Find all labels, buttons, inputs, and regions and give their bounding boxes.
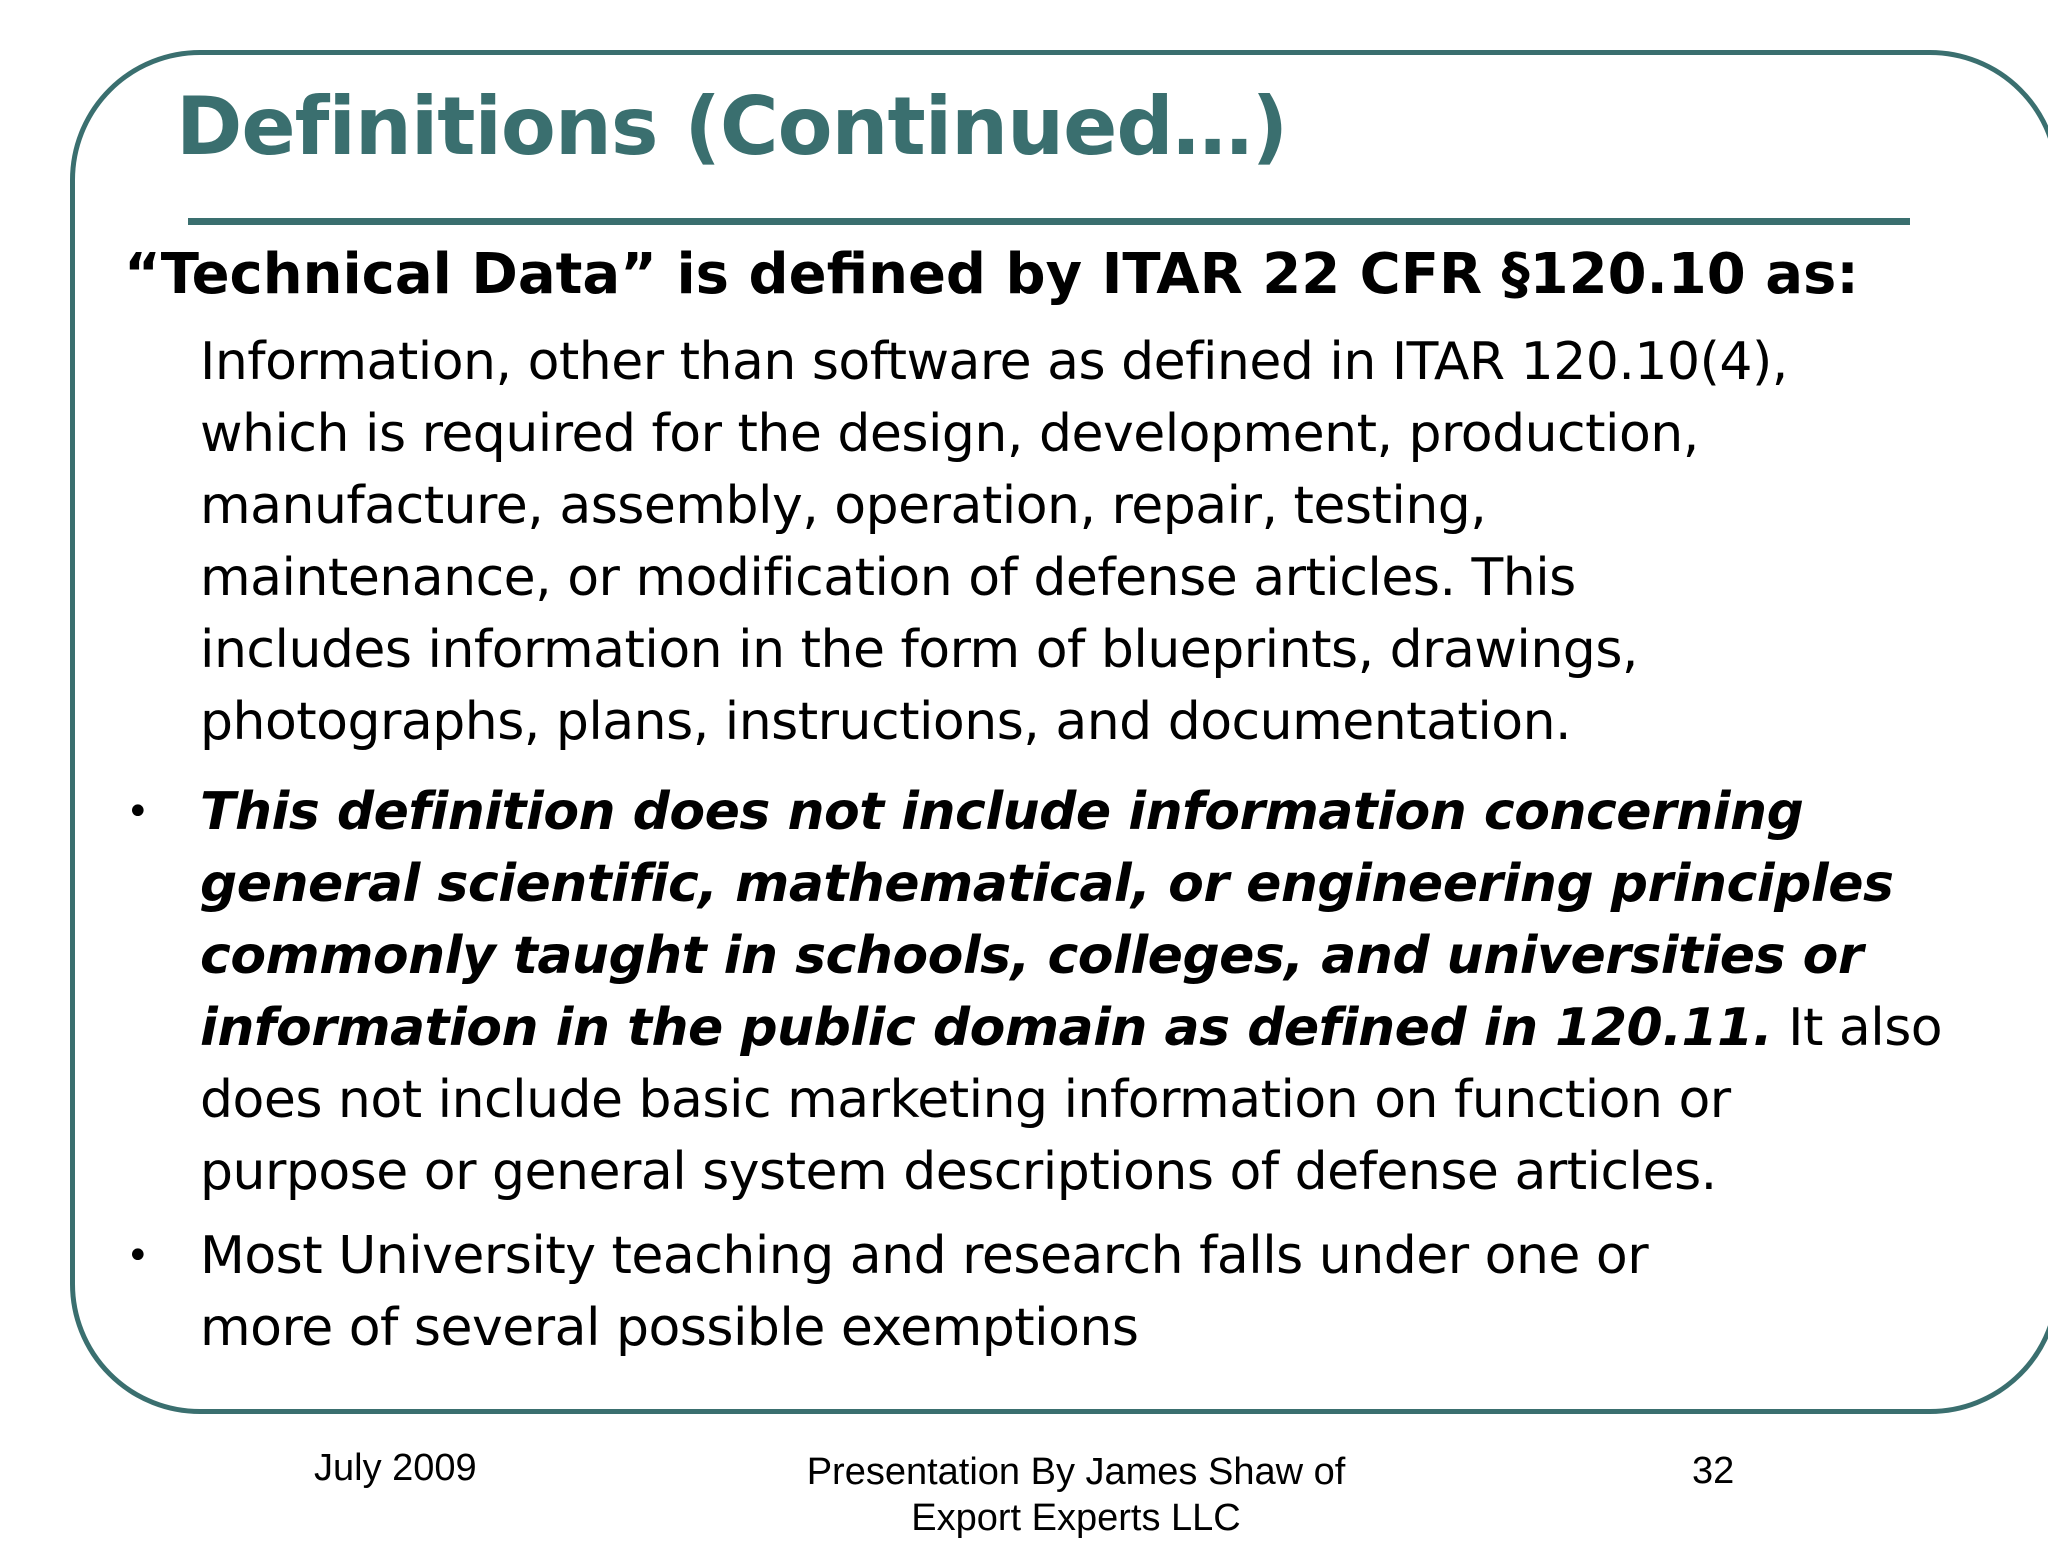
footer-date: July 2009 — [314, 1447, 477, 1489]
bullet-text-line: Most University teaching and research falls under one or — [200, 1226, 1649, 1286]
bullet-item-exemptions — [200, 1220, 1990, 1364]
footer-credit-line: Presentation By James Shaw of — [806, 1451, 1346, 1493]
slide-title: Definitions (Continued…) — [176, 80, 1288, 173]
definition-text — [200, 326, 1990, 758]
footer-credit-line: Export Experts LLC — [911, 1497, 1241, 1539]
definition-line: which is required for the design, development, production, — [200, 404, 1699, 464]
bullet-text-line: purpose or general system descriptions of defense articles. — [200, 1142, 1717, 1202]
bullet-mixed-line — [200, 992, 1990, 1064]
bullet-emphasis-line: This definition does not include information concerning — [200, 782, 1804, 842]
bullet-marker: • — [126, 789, 150, 835]
definition-line: manufacture, assembly, operation, repair, testing, — [200, 476, 1487, 536]
page-number: 32 — [1692, 1450, 1735, 1492]
definition-line: maintenance, or modification of defense articles. This — [200, 548, 1576, 608]
bullet-emphasis-line: commonly taught in schools, colleges, and universities or — [200, 926, 1863, 986]
bullet-text-line: more of several possible exemptions — [200, 1298, 1139, 1358]
title-underline — [188, 218, 1910, 225]
definition-line: includes information in the form of blueprints, drawings, — [200, 620, 1638, 680]
definition-heading: “Technical Data” is defined by ITAR 22 CFR §120.10 as: — [124, 242, 1859, 307]
definition-line: Information, other than software as defined in ITAR 120.10(4), — [200, 332, 1788, 392]
bullet-text-line: does not include basic marketing information on function or — [200, 1070, 1731, 1130]
bullet-marker: • — [126, 1233, 150, 1279]
footer-credit — [770, 1449, 1382, 1541]
bullet-text-tail: It also — [1772, 998, 1943, 1058]
bullet-item-exclusions — [200, 776, 1990, 1208]
definition-line: photographs, plans, instructions, and documentation. — [200, 692, 1572, 752]
bullet-emphasis-line: general scientific, mathematical, or engineering principles — [200, 854, 1894, 914]
bullet-emphasis-line: information in the public domain as defined in 120.11. — [200, 998, 1773, 1058]
